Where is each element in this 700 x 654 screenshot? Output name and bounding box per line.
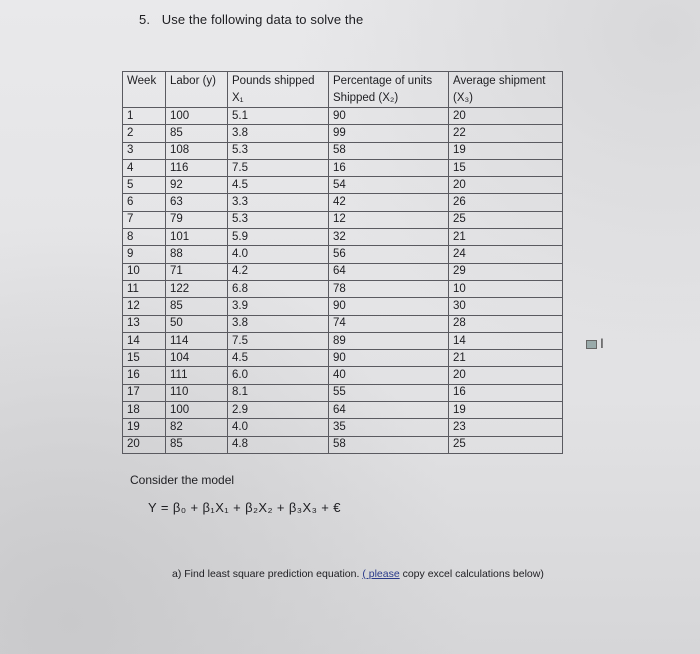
cell-week: 4 <box>123 159 166 176</box>
cell-average: 20 <box>449 367 563 384</box>
cell-labor: 92 <box>166 177 228 194</box>
cell-labor: 111 <box>166 367 228 384</box>
cell-percentage: 99 <box>329 125 449 142</box>
cell-pounds: 4.5 <box>228 177 329 194</box>
cell-pounds: 6.8 <box>228 280 329 297</box>
cell-week: 5 <box>123 177 166 194</box>
table-row <box>123 177 563 194</box>
cell-percentage: 54 <box>329 177 449 194</box>
table-row <box>123 280 563 297</box>
table-row <box>123 125 563 142</box>
cell-average: 23 <box>449 419 563 436</box>
please-link: ( please <box>362 568 400 580</box>
cell-labor: 114 <box>166 332 228 349</box>
cell-average: 28 <box>449 315 563 332</box>
table-row <box>123 246 563 263</box>
cell-average: 30 <box>449 298 563 315</box>
cell-average: 25 <box>449 211 563 228</box>
cell-pounds: 4.8 <box>228 436 329 453</box>
cell-average: 25 <box>449 436 563 453</box>
cell-pounds: 4.0 <box>228 419 329 436</box>
cell-labor: 110 <box>166 384 228 401</box>
table-row <box>123 194 563 211</box>
cell-percentage: 90 <box>329 298 449 315</box>
part-a-instruction <box>172 568 544 580</box>
cell-percentage: 40 <box>329 367 449 384</box>
cell-week: 8 <box>123 229 166 246</box>
table-row <box>123 367 563 384</box>
cell-average: 29 <box>449 263 563 280</box>
table-row <box>123 263 563 280</box>
part-a-text: Find least square prediction equation. <box>184 568 360 580</box>
cell-week: 3 <box>123 142 166 159</box>
table-row <box>123 159 563 176</box>
data-table <box>122 71 563 454</box>
cell-average: 21 <box>449 350 563 367</box>
cell-average: 21 <box>449 229 563 246</box>
cell-labor: 122 <box>166 280 228 297</box>
cell-percentage: 74 <box>329 315 449 332</box>
cell-average: 16 <box>449 384 563 401</box>
cell-labor: 101 <box>166 229 228 246</box>
cell-labor: 82 <box>166 419 228 436</box>
cell-pounds: 7.5 <box>228 159 329 176</box>
cell-week: 9 <box>123 246 166 263</box>
cell-labor: 85 <box>166 436 228 453</box>
cell-pounds: 5.3 <box>228 142 329 159</box>
table-row <box>123 332 563 349</box>
cell-pounds: 5.9 <box>228 229 329 246</box>
table-row <box>123 298 563 315</box>
table-row <box>123 436 563 453</box>
cell-week: 17 <box>123 384 166 401</box>
table-row <box>123 402 563 419</box>
cell-average: 20 <box>449 177 563 194</box>
cell-week: 7 <box>123 211 166 228</box>
cell-pounds: 3.3 <box>228 194 329 211</box>
header-labor: Labor (y) <box>166 72 228 108</box>
i-beam-cursor-icon: I <box>600 335 604 351</box>
cell-week: 19 <box>123 419 166 436</box>
cell-average: 26 <box>449 194 563 211</box>
cell-pounds: 3.8 <box>228 315 329 332</box>
cell-week: 6 <box>123 194 166 211</box>
cell-average: 14 <box>449 332 563 349</box>
cell-labor: 100 <box>166 108 228 125</box>
table-row <box>123 350 563 367</box>
table-row <box>123 142 563 159</box>
cell-week: 20 <box>123 436 166 453</box>
header-percentage-units: Percentage of units Shipped (X₂) <box>329 72 449 108</box>
cell-percentage: 42 <box>329 194 449 211</box>
cell-percentage: 12 <box>329 211 449 228</box>
cell-week: 14 <box>123 332 166 349</box>
cell-pounds: 8.1 <box>228 384 329 401</box>
cell-week: 13 <box>123 315 166 332</box>
header-average-shipment: Average shipment (X₃) <box>449 72 563 108</box>
cell-pounds: 6.0 <box>228 367 329 384</box>
cell-week: 15 <box>123 350 166 367</box>
table-row <box>123 384 563 401</box>
cell-percentage: 16 <box>329 159 449 176</box>
cell-labor: 85 <box>166 125 228 142</box>
cell-pounds: 4.0 <box>228 246 329 263</box>
cell-percentage: 89 <box>329 332 449 349</box>
cell-percentage: 58 <box>329 436 449 453</box>
cell-average: 22 <box>449 125 563 142</box>
question-text: Use the following data to solve the <box>161 12 364 27</box>
cell-labor: 116 <box>166 159 228 176</box>
cell-labor: 85 <box>166 298 228 315</box>
cell-labor: 108 <box>166 142 228 159</box>
model-intro: Consider the model <box>130 473 235 487</box>
table-row <box>123 211 563 228</box>
part-a-tail: copy excel calculations below) <box>402 568 544 580</box>
cell-average: 10 <box>449 280 563 297</box>
cell-percentage: 32 <box>329 229 449 246</box>
question-number: 5. <box>139 12 151 27</box>
part-a-label: a) <box>172 568 182 580</box>
cell-percentage: 35 <box>329 419 449 436</box>
header-week: Week <box>123 72 166 108</box>
cell-week: 18 <box>123 402 166 419</box>
cell-labor: 104 <box>166 350 228 367</box>
cursor-box-icon <box>586 340 597 349</box>
cell-percentage: 56 <box>329 246 449 263</box>
cell-average: 19 <box>449 142 563 159</box>
cell-week: 1 <box>123 108 166 125</box>
cell-percentage: 90 <box>329 350 449 367</box>
cell-labor: 88 <box>166 246 228 263</box>
cell-pounds: 3.9 <box>228 298 329 315</box>
text-cursor <box>586 335 604 351</box>
cell-week: 10 <box>123 263 166 280</box>
cell-week: 2 <box>123 125 166 142</box>
cell-percentage: 64 <box>329 263 449 280</box>
cell-pounds: 5.3 <box>228 211 329 228</box>
table-row <box>123 108 563 125</box>
cell-week: 16 <box>123 367 166 384</box>
cell-labor: 79 <box>166 211 228 228</box>
cell-week: 11 <box>123 280 166 297</box>
cell-percentage: 58 <box>329 142 449 159</box>
cell-labor: 50 <box>166 315 228 332</box>
table-body <box>123 108 563 454</box>
cell-average: 19 <box>449 402 563 419</box>
cell-average: 20 <box>449 108 563 125</box>
cell-pounds: 4.5 <box>228 350 329 367</box>
cell-pounds: 3.8 <box>228 125 329 142</box>
cell-pounds: 2.9 <box>228 402 329 419</box>
cell-labor: 71 <box>166 263 228 280</box>
table-row <box>123 229 563 246</box>
cell-pounds: 7.5 <box>228 332 329 349</box>
cell-percentage: 90 <box>329 108 449 125</box>
table-header-row <box>123 72 563 108</box>
cell-week: 12 <box>123 298 166 315</box>
table-row <box>123 315 563 332</box>
cell-percentage: 64 <box>329 402 449 419</box>
cell-percentage: 78 <box>329 280 449 297</box>
cell-percentage: 55 <box>329 384 449 401</box>
cell-average: 24 <box>449 246 563 263</box>
cell-pounds: 5.1 <box>228 108 329 125</box>
question-header <box>139 12 363 27</box>
header-pounds-shipped: Pounds shipped X₁ <box>228 72 329 108</box>
regression-equation: Y = β₀ + β₁X₁ + β₂X₂ + β₃X₃ + € <box>148 500 341 515</box>
cell-labor: 63 <box>166 194 228 211</box>
cell-pounds: 4.2 <box>228 263 329 280</box>
cell-average: 15 <box>449 159 563 176</box>
table-row <box>123 419 563 436</box>
cell-labor: 100 <box>166 402 228 419</box>
